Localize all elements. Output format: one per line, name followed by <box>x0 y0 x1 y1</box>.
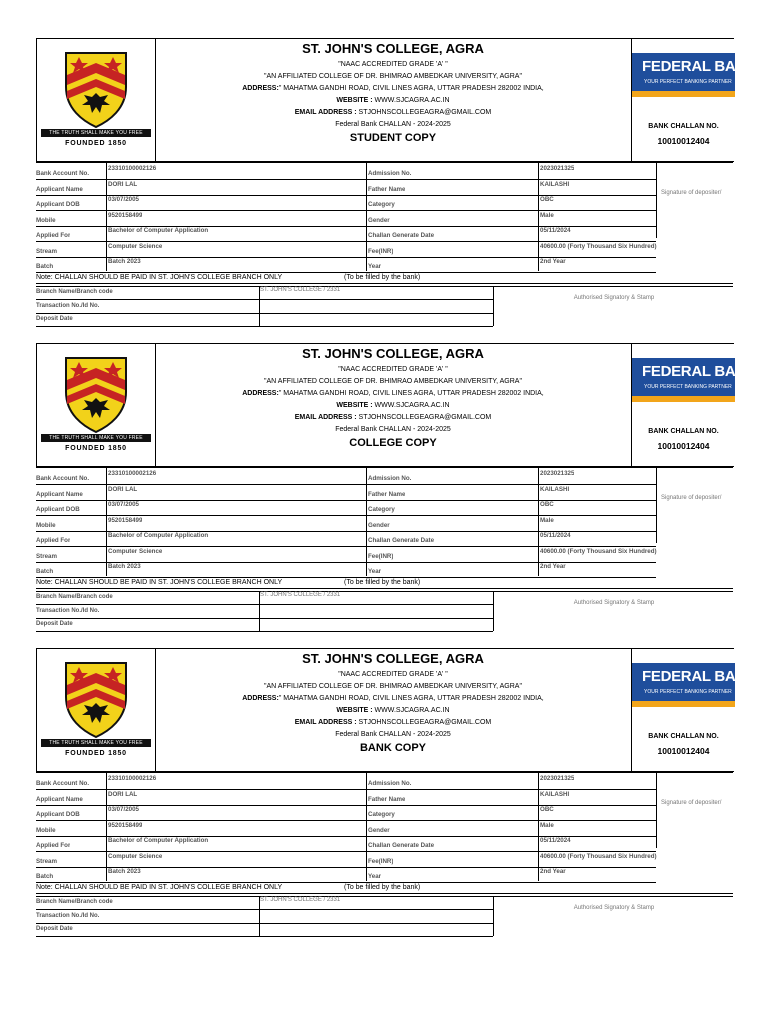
founded-year: FOUNDED 1850 <box>65 140 127 147</box>
bank-fill-note: (To be filled by the bank) <box>344 579 421 586</box>
field-value: 2nd Year <box>540 868 566 875</box>
bank-field-row <box>36 605 493 619</box>
field-value: 23310100002126 <box>108 470 157 477</box>
bank-field-label: Transaction No./Id No. <box>36 607 100 614</box>
bank-logo-stripe <box>632 701 735 707</box>
field-label: Fee(INR) <box>368 247 394 255</box>
email-label: EMAIL ADDRESS : <box>294 414 357 421</box>
column-divider <box>106 773 107 881</box>
college-info <box>155 344 631 466</box>
field-label: Fee(INR) <box>368 857 394 865</box>
field-value: Computer Science <box>108 547 163 555</box>
table-row <box>36 789 656 806</box>
field-label: Mobile <box>36 521 56 529</box>
field-label: Applied For <box>36 842 71 849</box>
college-info <box>155 39 631 161</box>
column-divider <box>538 468 539 576</box>
note-text: Note: CHALLAN SHOULD BE PAID IN ST. JOHN'S COLLEGE BRANCH ONLY <box>36 579 283 586</box>
website-text: WWW.SJCAGRA.AC.IN <box>372 707 450 714</box>
bank-field-value: ST. JOHN'S COLLEGE / 2331 <box>260 287 341 293</box>
field-label: Mobile <box>36 826 56 834</box>
field-value: 2023021325 <box>540 470 575 477</box>
authorised-signatory-box <box>493 896 734 936</box>
email-line <box>155 413 631 422</box>
field-value: Bachelor of Computer Application <box>108 227 209 234</box>
field-value: 40600.00 (Forty Thousand Six Hundred) <box>540 547 657 555</box>
bank-field-value: ST. JOHN'S COLLEGE / 2331 <box>260 592 341 598</box>
authorised-label: Authorised Signatory & Stamp <box>573 905 655 911</box>
column-divider <box>366 773 367 881</box>
field-value: Male <box>540 516 554 524</box>
field-label: Stream <box>36 857 57 865</box>
email-text: STJOHNSCOLLEGEAGRA@GMAIL.COM <box>356 109 492 116</box>
field-label: Applicant DOB <box>36 811 80 818</box>
email-line <box>155 718 631 727</box>
bank-use-section <box>36 896 733 938</box>
challan-copy <box>36 341 757 637</box>
field-value: DORI LAL <box>108 790 138 798</box>
college-crest-logo <box>61 659 131 739</box>
grade-line: "NAAC ACCREDITED GRADE 'A' " <box>338 366 448 373</box>
bank-field-label: Deposit Date <box>36 926 73 932</box>
table-row <box>36 499 656 516</box>
field-value: 2023021325 <box>540 775 575 782</box>
table-row <box>36 484 656 501</box>
authorised-signatory-box <box>493 286 734 326</box>
field-label: Category <box>368 506 395 513</box>
challan-no-label: BANK CHALLAN NO. <box>648 428 719 435</box>
column-divider <box>366 468 367 576</box>
field-value: Male <box>540 821 554 829</box>
federal-bank-logo <box>632 53 757 97</box>
field-label: Batch <box>36 263 54 270</box>
column-divider <box>538 163 539 271</box>
college-logo-cell <box>37 39 156 161</box>
website-label: WEBSITE : <box>336 402 373 409</box>
challan-title: Federal Bank CHALLAN - 2024-2025 <box>335 426 451 433</box>
bank-cell <box>631 39 757 161</box>
field-label: Bank Account No. <box>36 170 90 177</box>
field-value: Batch 2023 <box>108 868 141 875</box>
grade-line: "NAAC ACCREDITED GRADE 'A' " <box>338 671 448 678</box>
field-value: Bachelor of Computer Application <box>108 532 209 539</box>
college-info <box>155 649 631 771</box>
table-row <box>36 468 656 485</box>
field-value: OBC <box>540 501 554 508</box>
address-label: ADDRESS: <box>242 695 279 702</box>
affiliation-line: "AN AFFILIATED COLLEGE OF DR. BHIMRAO AMBEDKAR UNIVERSITY, AGRA" <box>264 73 522 80</box>
table-row <box>36 546 656 563</box>
table-row <box>36 835 656 852</box>
field-value: 05/11/2024 <box>540 227 571 234</box>
table-row <box>36 179 656 196</box>
field-value: 40600.00 (Forty Thousand Six Hundred) <box>540 852 657 860</box>
depositor-signature-box <box>656 468 734 543</box>
field-value: 9520158499 <box>108 516 143 524</box>
college-name: ST. JOHN'S COLLEGE, AGRA <box>302 41 484 56</box>
payment-note <box>36 882 733 894</box>
bank-cell <box>631 649 757 771</box>
table-row <box>36 241 656 258</box>
college-name: ST. JOHN'S COLLEGE, AGRA <box>302 346 484 361</box>
applicant-details-table <box>36 162 733 271</box>
bank-name: FEDERAL BANK <box>642 58 757 75</box>
signature-label: Signature of depositer/ <box>661 190 722 196</box>
bank-fill-note: (To be filled by the bank) <box>344 274 421 281</box>
field-label: Applicant Name <box>36 185 83 193</box>
field-label: Applied For <box>36 232 71 239</box>
challan-title: Federal Bank CHALLAN - 2024-2025 <box>335 731 451 738</box>
field-value: Bachelor of Computer Application <box>108 837 209 844</box>
bank-field-row <box>36 313 493 327</box>
bank-use-section <box>36 286 733 328</box>
college-crest-logo <box>61 354 131 434</box>
column-divider <box>106 163 107 271</box>
field-label: Applicant DOB <box>36 201 80 208</box>
website-label: WEBSITE : <box>336 97 373 104</box>
field-value: 2nd Year <box>540 258 566 265</box>
field-value: DORI LAL <box>108 180 138 188</box>
column-divider <box>259 896 260 936</box>
email-label: EMAIL ADDRESS : <box>294 109 357 116</box>
field-value: KAILASHI <box>540 180 570 188</box>
field-value: 03/07/2005 <box>108 806 139 813</box>
table-row <box>36 515 656 532</box>
bank-field-label: Branch Name/Branch code <box>36 899 113 905</box>
college-motto: THE TRUTH SHALL MAKE YOU FREE <box>41 739 151 747</box>
bank-tagline: YOUR PERFECT BANKING PARTNER <box>644 689 732 695</box>
challan-no-label: BANK CHALLAN NO. <box>648 123 719 130</box>
bank-field-row <box>36 300 493 314</box>
copy-name: STUDENT COPY <box>349 132 437 144</box>
field-value: Batch 2023 <box>108 258 141 265</box>
bank-field-row <box>36 618 493 632</box>
field-label: Admission No. <box>368 475 412 482</box>
bank-field-label: Deposit Date <box>36 621 73 627</box>
field-label: Applicant Name <box>36 795 83 803</box>
address-label: ADDRESS: <box>242 390 279 397</box>
field-value: OBC <box>540 806 554 813</box>
field-value: 03/07/2005 <box>108 501 139 508</box>
field-label: Challan Generate Date <box>368 232 435 239</box>
bank-field-row <box>36 286 493 300</box>
table-row <box>36 851 656 868</box>
authorised-label: Authorised Signatory & Stamp <box>573 600 655 606</box>
field-label: Applied For <box>36 537 71 544</box>
college-logo-cell <box>37 649 156 771</box>
bank-field-row <box>36 591 493 605</box>
column-divider <box>259 591 260 631</box>
website-label: WEBSITE : <box>336 707 373 714</box>
bank-tagline: YOUR PERFECT BANKING PARTNER <box>644 384 732 390</box>
field-label: Applicant DOB <box>36 506 80 513</box>
field-value: 03/07/2005 <box>108 196 139 203</box>
bank-field-row <box>36 910 493 924</box>
field-label: Stream <box>36 552 57 560</box>
challan-header <box>36 38 757 162</box>
affiliation-line: "AN AFFILIATED COLLEGE OF DR. BHIMRAO AMBEDKAR UNIVERSITY, AGRA" <box>264 378 522 385</box>
bank-field-label: Deposit Date <box>36 316 73 322</box>
signature-label: Signature of depositer/ <box>661 800 722 806</box>
field-label: Batch <box>36 568 54 575</box>
address-line <box>155 84 631 93</box>
applicant-details-table <box>36 772 733 881</box>
federal-bank-logo <box>632 663 757 707</box>
field-label: Category <box>368 811 395 818</box>
college-crest-logo <box>61 49 131 129</box>
field-label: Bank Account No. <box>36 475 90 482</box>
field-label: Gender <box>368 521 390 529</box>
signature-label: Signature of depositer/ <box>661 495 722 501</box>
field-value: KAILASHI <box>540 485 570 493</box>
copy-name: BANK COPY <box>359 742 426 754</box>
bank-name: FEDERAL BANK <box>642 363 757 380</box>
field-value: Computer Science <box>108 852 163 860</box>
bank-field-row <box>36 923 493 937</box>
address-text: " MAHATMA GANDHI ROAD, CIVIL LINES AGRA, UTTAR PRADESH 282002 INDIA, <box>278 85 544 92</box>
table-row <box>36 256 656 273</box>
field-value: Batch 2023 <box>108 563 141 570</box>
applicant-details-table <box>36 467 733 576</box>
field-label: Admission No. <box>368 780 412 787</box>
address-text: " MAHATMA GANDHI ROAD, CIVIL LINES AGRA, UTTAR PRADESH 282002 INDIA, <box>278 695 544 702</box>
bank-logo-stripe <box>632 91 735 97</box>
bank-field-value: ST. JOHN'S COLLEGE / 2331 <box>260 897 341 903</box>
table-row <box>36 530 656 547</box>
field-value: Computer Science <box>108 242 163 250</box>
field-label: Challan Generate Date <box>368 537 435 544</box>
field-value: 9520158499 <box>108 821 143 829</box>
college-name: ST. JOHN'S COLLEGE, AGRA <box>302 651 484 666</box>
bank-tagline: YOUR PERFECT BANKING PARTNER <box>644 79 732 85</box>
table-row <box>36 804 656 821</box>
table-row <box>36 210 656 227</box>
field-value: 40600.00 (Forty Thousand Six Hundred) <box>540 242 657 250</box>
field-label: Bank Account No. <box>36 780 90 787</box>
field-label: Fee(INR) <box>368 552 394 560</box>
note-text: Note: CHALLAN SHOULD BE PAID IN ST. JOHN'S COLLEGE BRANCH ONLY <box>36 274 283 281</box>
field-label: Admission No. <box>368 170 412 177</box>
field-value: 2023021325 <box>540 165 575 172</box>
field-label: Stream <box>36 247 57 255</box>
table-row <box>36 820 656 837</box>
field-value: 23310100002126 <box>108 165 157 172</box>
website-text: WWW.SJCAGRA.AC.IN <box>372 97 450 104</box>
field-label: Batch <box>36 873 54 880</box>
field-label: Year <box>368 263 382 270</box>
field-label: Father Name <box>368 185 406 193</box>
table-row <box>36 225 656 242</box>
college-motto: THE TRUTH SHALL MAKE YOU FREE <box>41 434 151 442</box>
email-label: EMAIL ADDRESS : <box>294 719 357 726</box>
website-line <box>155 96 631 105</box>
column-divider <box>538 773 539 881</box>
table-row <box>36 773 656 790</box>
field-label: Year <box>368 873 382 880</box>
bank-field-label: Transaction No./Id No. <box>36 302 100 309</box>
email-text: STJOHNSCOLLEGEAGRA@GMAIL.COM <box>356 414 492 421</box>
website-line <box>155 401 631 410</box>
field-value: 05/11/2024 <box>540 837 571 844</box>
column-divider <box>259 286 260 326</box>
bank-use-section <box>36 591 733 633</box>
depositor-signature-box <box>656 773 734 848</box>
affiliation-line: "AN AFFILIATED COLLEGE OF DR. BHIMRAO AMBEDKAR UNIVERSITY, AGRA" <box>264 683 522 690</box>
payment-note <box>36 272 733 284</box>
payment-note <box>36 577 733 589</box>
field-value: 9520158499 <box>108 211 143 219</box>
challan-header <box>36 343 757 467</box>
field-label: Gender <box>368 216 390 224</box>
column-divider <box>366 163 367 271</box>
field-value: OBC <box>540 196 554 203</box>
field-value: DORI LAL <box>108 485 138 493</box>
authorised-label: Authorised Signatory & Stamp <box>573 295 655 301</box>
field-label: Applicant Name <box>36 490 83 498</box>
address-text: " MAHATMA GANDHI ROAD, CIVIL LINES AGRA, UTTAR PRADESH 282002 INDIA, <box>278 390 544 397</box>
challan-number: 10010012404 <box>657 746 710 756</box>
challan-no-label: BANK CHALLAN NO. <box>648 733 719 740</box>
federal-bank-logo <box>632 358 757 402</box>
bank-field-label: Branch Name/Branch code <box>36 289 113 295</box>
email-line <box>155 108 631 117</box>
table-row <box>36 561 656 578</box>
bank-cell <box>631 344 757 466</box>
field-label: Mobile <box>36 216 56 224</box>
challan-copy <box>36 646 757 942</box>
address-line <box>155 389 631 398</box>
website-line <box>155 706 631 715</box>
field-label: Year <box>368 568 382 575</box>
challan-number: 10010012404 <box>657 441 710 451</box>
field-label: Gender <box>368 826 390 834</box>
challan-title: Federal Bank CHALLAN - 2024-2025 <box>335 121 451 128</box>
field-value: Male <box>540 211 554 219</box>
field-label: Category <box>368 201 395 208</box>
challan-copy <box>36 36 757 332</box>
bank-logo-stripe <box>632 396 735 402</box>
field-label: Father Name <box>368 795 406 803</box>
table-row <box>36 194 656 211</box>
field-value: 23310100002126 <box>108 775 157 782</box>
email-text: STJOHNSCOLLEGEAGRA@GMAIL.COM <box>356 719 492 726</box>
challan-number: 10010012404 <box>657 136 710 146</box>
column-divider <box>106 468 107 576</box>
field-value: KAILASHI <box>540 790 570 798</box>
bank-fill-note: (To be filled by the bank) <box>344 884 421 891</box>
field-label: Challan Generate Date <box>368 842 435 849</box>
table-row <box>36 866 656 883</box>
college-logo-cell <box>37 344 156 466</box>
bank-name: FEDERAL BANK <box>642 668 757 685</box>
table-row <box>36 163 656 180</box>
field-label: Father Name <box>368 490 406 498</box>
authorised-signatory-box <box>493 591 734 631</box>
bank-field-label: Branch Name/Branch code <box>36 594 113 600</box>
founded-year: FOUNDED 1850 <box>65 750 127 757</box>
copy-name: COLLEGE COPY <box>349 437 437 449</box>
bank-field-row <box>36 896 493 910</box>
address-line <box>155 694 631 703</box>
founded-year: FOUNDED 1850 <box>65 445 127 452</box>
college-motto: THE TRUTH SHALL MAKE YOU FREE <box>41 129 151 137</box>
depositor-signature-box <box>656 163 734 238</box>
challan-header <box>36 648 757 772</box>
grade-line: "NAAC ACCREDITED GRADE 'A' " <box>338 61 448 68</box>
field-value: 05/11/2024 <box>540 532 571 539</box>
website-text: WWW.SJCAGRA.AC.IN <box>372 402 450 409</box>
bank-field-label: Transaction No./Id No. <box>36 912 100 919</box>
note-text: Note: CHALLAN SHOULD BE PAID IN ST. JOHN'S COLLEGE BRANCH ONLY <box>36 884 283 891</box>
field-value: 2nd Year <box>540 563 566 570</box>
address-label: ADDRESS: <box>242 85 279 92</box>
